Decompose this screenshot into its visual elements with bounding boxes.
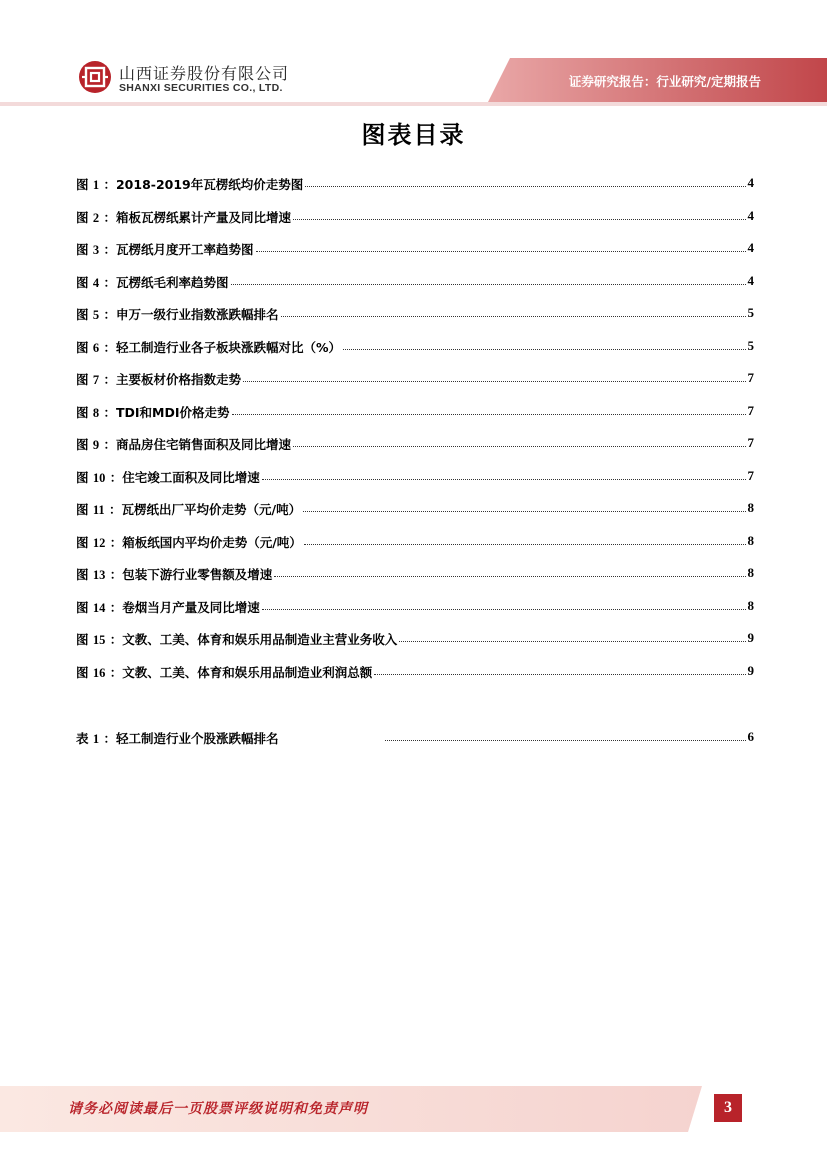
entry-number: 13 bbox=[92, 568, 106, 582]
entry-number: 9 bbox=[92, 438, 100, 452]
entry-number: 15 bbox=[92, 633, 106, 647]
entry-title: 箱板瓦楞纸累计产量及同比增速 bbox=[115, 209, 291, 225]
entry-title: 2018-2019年瓦楞纸均价走势图 bbox=[115, 177, 304, 192]
figure-entry[interactable] bbox=[76, 301, 754, 334]
entry-label: 图 4 ：瓦楞纸毛利率趋势图 bbox=[76, 274, 229, 290]
entry-label: 图 5 ：申万一级行业指数涨跌幅排名 bbox=[76, 307, 279, 322]
page-title: 图表目录 bbox=[361, 121, 466, 149]
entry-page-number: 5 bbox=[747, 337, 754, 353]
entry-prefix: 图 bbox=[76, 599, 89, 615]
figure-entry[interactable] bbox=[76, 626, 754, 659]
page-header bbox=[0, 0, 827, 112]
table-index bbox=[76, 725, 754, 758]
entry-label: 图 12 ：箱板纸国内平均价走势（元/吨） bbox=[76, 534, 302, 550]
entry-prefix: 图 bbox=[76, 274, 89, 290]
figure-entry[interactable] bbox=[76, 204, 754, 237]
company-name-en: SHANXI SECURITIES CO., LTD. bbox=[119, 82, 283, 94]
entry-title: TDI和MDI价格走势 bbox=[115, 404, 230, 420]
figure-entry[interactable] bbox=[76, 334, 754, 367]
entry-page-number: 9 bbox=[747, 630, 754, 645]
entry-label: 图 3 ：瓦楞纸月度开工率趋势图 bbox=[76, 242, 254, 257]
entry-prefix: 图 bbox=[76, 664, 89, 680]
dot-leader bbox=[374, 662, 745, 675]
entry-number: 1 bbox=[92, 178, 100, 192]
entry-page-number: 4 bbox=[747, 272, 754, 288]
dot-leader bbox=[281, 304, 746, 317]
figure-entry[interactable] bbox=[76, 431, 754, 464]
dot-leader bbox=[262, 467, 746, 480]
entry-page-number: 7 bbox=[747, 467, 754, 483]
entry-label: 图 8 ：TDI和MDI价格走势 bbox=[76, 404, 230, 420]
entry-title: 卷烟当月产量及同比增速 bbox=[122, 599, 260, 615]
entry-page-number: 6 bbox=[747, 729, 754, 744]
entry-prefix: 图 bbox=[76, 209, 89, 225]
report-type: 证券研究报告：行业研究/定期报告 bbox=[568, 74, 761, 89]
disclaimer-notice: 请务必阅读最后一页股票评级说明和免责声明 bbox=[68, 1101, 368, 1117]
dot-leader bbox=[256, 239, 746, 252]
entry-title: 商品房住宅销售面积及同比增速 bbox=[115, 437, 291, 452]
dot-leader bbox=[399, 629, 745, 642]
entry-label: 图 1 ：2018-2019年瓦楞纸均价走势图 bbox=[76, 177, 304, 192]
entry-prefix: 图 bbox=[76, 242, 89, 257]
entry-number: 5 bbox=[92, 308, 100, 322]
entry-title: 箱板纸国内平均价走势（元/吨） bbox=[122, 534, 302, 550]
figure-entry[interactable] bbox=[76, 269, 754, 302]
entry-page-number: 4 bbox=[747, 207, 754, 223]
entry-page-number: 7 bbox=[747, 435, 754, 450]
entry-title: 瓦楞纸出厂平均价走势（元/吨） bbox=[121, 502, 302, 517]
entry-prefix: 图 bbox=[76, 567, 89, 582]
dot-leader bbox=[304, 532, 746, 545]
figure-index bbox=[76, 171, 754, 691]
dot-leader bbox=[293, 207, 746, 220]
entry-prefix: 图 bbox=[76, 534, 89, 550]
figure-entry[interactable] bbox=[76, 561, 754, 594]
entry-prefix: 图 bbox=[76, 502, 89, 517]
entry-title: 轻工制造行业个股涨跌幅排名 bbox=[115, 731, 279, 746]
figure-entry[interactable] bbox=[76, 399, 754, 432]
entry-page-number: 7 bbox=[747, 370, 754, 385]
company-name-cn: 山西证券股份有限公司 bbox=[119, 64, 290, 83]
entry-prefix: 图 bbox=[76, 177, 89, 192]
entry-title: 住宅竣工面积及同比增速 bbox=[122, 469, 260, 485]
entry-number: 6 bbox=[92, 340, 100, 355]
entry-number: 14 bbox=[92, 600, 106, 615]
figure-entry[interactable] bbox=[76, 464, 754, 497]
entry-number: 7 bbox=[92, 373, 100, 387]
entry-number: 3 bbox=[92, 243, 100, 257]
entry-label: 图 6 ：轻工制造行业各子板块涨跌幅对比（%） bbox=[76, 339, 342, 355]
dot-leader bbox=[303, 499, 745, 512]
entry-title: 文教、工美、体育和娱乐用品制造业利润总额 bbox=[122, 664, 373, 680]
dot-leader bbox=[243, 369, 746, 382]
figure-entry[interactable] bbox=[76, 659, 754, 692]
entry-number: 12 bbox=[92, 535, 106, 550]
figure-entry[interactable] bbox=[76, 366, 754, 399]
entry-number: 4 bbox=[92, 275, 100, 290]
dot-leader bbox=[274, 564, 745, 577]
entry-page-number: 8 bbox=[747, 500, 754, 515]
dot-leader bbox=[262, 597, 746, 610]
dot-leader bbox=[305, 174, 745, 187]
entry-label: 图 16 ：文教、工美、体育和娱乐用品制造业利润总额 bbox=[76, 664, 373, 680]
entry-prefix: 图 bbox=[76, 307, 89, 322]
entry-page-number: 4 bbox=[747, 175, 754, 190]
entry-prefix: 图 bbox=[76, 632, 89, 647]
entry-label: 图 11 ：瓦楞纸出厂平均价走势（元/吨） bbox=[76, 502, 302, 517]
entry-number: 1 bbox=[92, 732, 100, 746]
figure-entry[interactable] bbox=[76, 496, 754, 529]
entry-number: 16 bbox=[92, 665, 106, 680]
entry-page-number: 9 bbox=[747, 662, 754, 678]
dot-leader bbox=[385, 728, 746, 741]
entry-label: 图 2 ：箱板瓦楞纸累计产量及同比增速 bbox=[76, 209, 291, 225]
entry-title: 文教、工美、体育和娱乐用品制造业主营业务收入 bbox=[122, 632, 398, 647]
entry-prefix: 图 bbox=[76, 404, 89, 420]
dot-leader bbox=[293, 434, 746, 447]
dot-leader bbox=[231, 272, 746, 285]
entry-label: 图 9 ：商品房住宅销售面积及同比增速 bbox=[76, 437, 291, 452]
entry-label: 图 7 ：主要板材价格指数走势 bbox=[76, 372, 241, 387]
figure-entry[interactable] bbox=[76, 594, 754, 627]
entry-prefix: 图 bbox=[76, 372, 89, 387]
company-logo-icon bbox=[78, 60, 112, 94]
entry-title: 主要板材价格指数走势 bbox=[115, 372, 241, 387]
entry-page-number: 8 bbox=[747, 565, 754, 580]
entry-number: 2 bbox=[92, 210, 100, 225]
entry-prefix: 图 bbox=[76, 339, 89, 355]
entry-prefix: 表 bbox=[76, 731, 89, 746]
entry-page-number: 8 bbox=[747, 597, 754, 613]
figure-entry[interactable] bbox=[76, 529, 754, 562]
entry-title: 包装下游行业零售额及增速 bbox=[122, 567, 273, 582]
entry-label: 图 14 ：卷烟当月产量及同比增速 bbox=[76, 599, 260, 615]
entry-label: 图 13 ：包装下游行业零售额及增速 bbox=[76, 567, 273, 582]
entry-number: 8 bbox=[92, 405, 100, 420]
figure-entry[interactable] bbox=[76, 236, 754, 269]
page-number: 3 bbox=[714, 1094, 742, 1122]
figure-entry[interactable] bbox=[76, 171, 754, 204]
dot-leader bbox=[343, 337, 745, 350]
entry-label: 图 10 ：住宅竣工面积及同比增速 bbox=[76, 469, 260, 485]
entry-prefix: 图 bbox=[76, 469, 89, 485]
entry-title: 申万一级行业指数涨跌幅排名 bbox=[115, 307, 279, 322]
entry-page-number: 5 bbox=[747, 305, 754, 320]
entry-label: 表 1 ：轻工制造行业个股涨跌幅排名 bbox=[76, 731, 279, 746]
entry-title: 瓦楞纸月度开工率趋势图 bbox=[115, 242, 254, 257]
entry-page-number: 4 bbox=[747, 240, 754, 255]
entry-title: 瓦楞纸毛利率趋势图 bbox=[115, 274, 229, 290]
entry-title: 轻工制造行业各子板块涨跌幅对比（%） bbox=[115, 339, 342, 355]
table-entry[interactable] bbox=[76, 725, 754, 758]
entry-number: 11 bbox=[92, 503, 105, 517]
entry-prefix: 图 bbox=[76, 437, 89, 452]
entry-page-number: 8 bbox=[747, 532, 754, 548]
entry-number: 10 bbox=[92, 470, 106, 485]
dot-leader bbox=[232, 402, 746, 415]
entry-label: 图 15 ：文教、工美、体育和娱乐用品制造业主营业务收入 bbox=[76, 632, 398, 647]
entry-page-number: 7 bbox=[747, 402, 754, 418]
